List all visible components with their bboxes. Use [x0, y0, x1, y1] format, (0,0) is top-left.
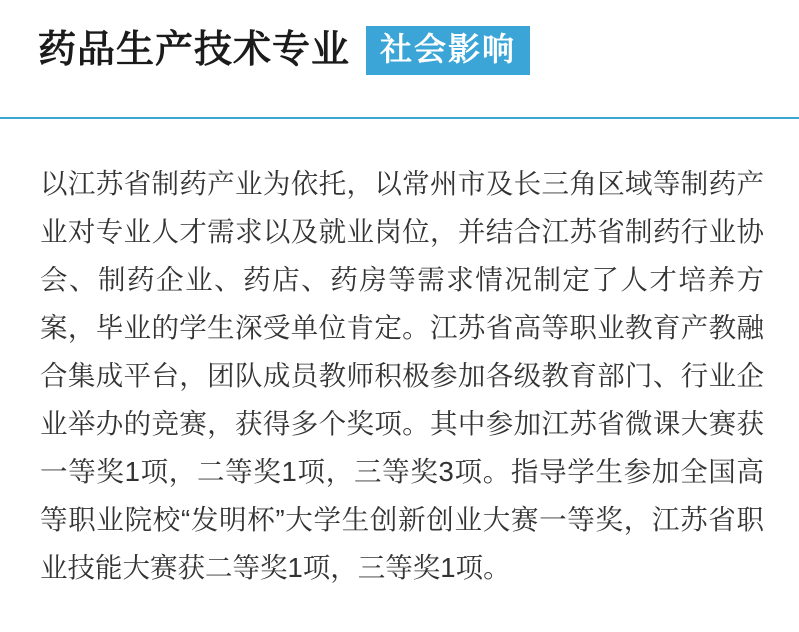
page-title: 药品生产技术专业 [38, 28, 351, 71]
body-paragraph: 以江苏省制药产业为依托，以常州市及长三角区域等制药产业对专业人才需求以及就业岗位，并结合江苏省制药行业协会、制药企业、药店、药房等需求情况制定了人才培养方案，毕业的学生深受单位肯定。江苏省高等职业教育产教融合集成平台，团队成员教师积极参加各级教育部门、行业企业举办的竞赛，获得多个奖项。其中参加江苏省微课大赛获一等奖1项，二等奖1项，三等奖3项。指导学生参加全国高等职业院校“发明杯”大学生创新创业大赛一等奖，江苏省职业技能大赛获二等奖1项，三等奖1项。 [40, 168, 764, 583]
page-header [0, 0, 799, 118]
header-divider [0, 117, 799, 119]
header-title-group [38, 26, 530, 75]
section-badge: 社会影响 [366, 26, 530, 75]
